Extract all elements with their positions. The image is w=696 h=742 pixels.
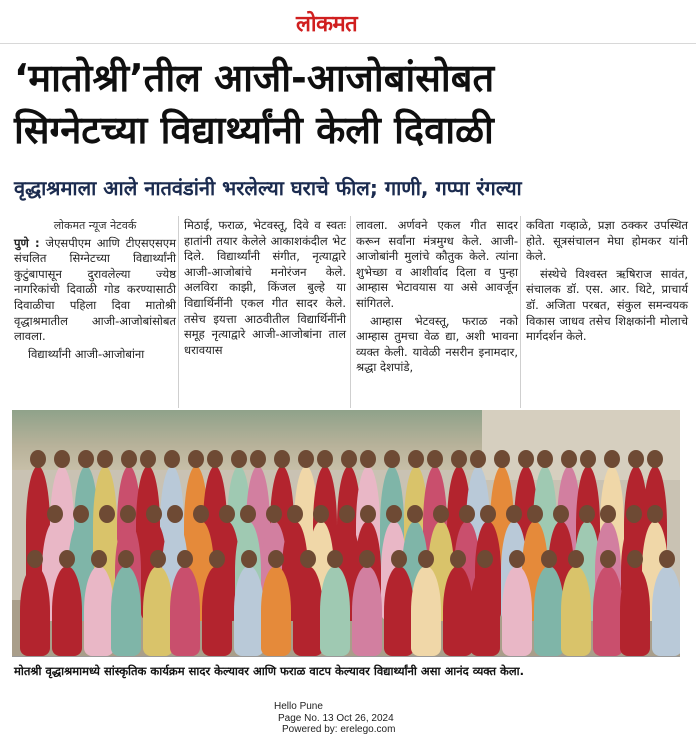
photo-person-head bbox=[494, 450, 510, 468]
footer-page-date: Page No. 13 Oct 26, 2024 bbox=[278, 712, 394, 724]
photo-person-head bbox=[188, 450, 204, 468]
photo-person-head bbox=[600, 550, 616, 568]
dateline: पुणे : bbox=[14, 235, 40, 250]
photo-person-head bbox=[433, 505, 449, 523]
column-divider bbox=[520, 216, 521, 408]
photo-person-head bbox=[408, 450, 424, 468]
photo-person-head bbox=[339, 505, 355, 523]
photo-person-head bbox=[451, 450, 467, 468]
photo-person bbox=[620, 566, 650, 656]
paragraph: संस्थेचे विश्वस्त ऋषिराज सावंत, संचालक डॉ. एस. आर. थिटे, प्राचार्य डॉ. अजिता परबत, संकुल समन्वयक विकास जाधव तसेच शिक्षकांनी मोलाचे मार्गदर्शन केले. bbox=[526, 266, 688, 344]
photo-person bbox=[234, 566, 264, 656]
photo-person-head bbox=[27, 550, 43, 568]
photo-person-head bbox=[91, 550, 107, 568]
photo-person bbox=[20, 566, 50, 656]
photo-person-head bbox=[209, 550, 225, 568]
paragraph: विद्यार्थ्यांनी आजी-आजोबांना bbox=[28, 346, 145, 361]
article-subhead: वृद्धाश्रमाला आले नातवंडांनी भरलेल्या घराचे फील; गाणी, गप्पा रंगल्या bbox=[14, 176, 522, 200]
photo-person-head bbox=[317, 450, 333, 468]
photo-person-head bbox=[97, 450, 113, 468]
photo-person-head bbox=[150, 550, 166, 568]
photo-person bbox=[143, 566, 173, 656]
photo-person-head bbox=[30, 450, 46, 468]
photo-person-head bbox=[537, 450, 553, 468]
paragraph: लावला. अर्णवने एकल गीत सादर करून सर्वांना मंत्रमुग्ध केले. आजी-आजोबांनी मुलांचे कौतुक केले. त्यांना शुभेच्छा व आशीर्वाद दिला व पुन्हा आम्हास भेटावयास या असे आवर्जून सांगितले. bbox=[356, 218, 518, 310]
photo-person-head bbox=[99, 505, 115, 523]
photo-person-head bbox=[274, 450, 290, 468]
photo-person-head bbox=[219, 505, 235, 523]
photo-person-head bbox=[628, 450, 644, 468]
photo-person-head bbox=[579, 505, 595, 523]
photo-person-head bbox=[140, 450, 156, 468]
photo-person-head bbox=[193, 505, 209, 523]
photo-person-head bbox=[459, 505, 475, 523]
photo-person-head bbox=[73, 505, 89, 523]
photo-person bbox=[652, 566, 680, 656]
photo-person-head bbox=[659, 550, 675, 568]
photo-person-head bbox=[300, 550, 316, 568]
photo-person-head bbox=[568, 550, 584, 568]
photo-person-head bbox=[167, 505, 183, 523]
photo-person-head bbox=[391, 550, 407, 568]
photo-person bbox=[261, 566, 291, 656]
photo-person-head bbox=[647, 505, 663, 523]
photo-person bbox=[502, 566, 532, 656]
footer-edition: Hello Pune bbox=[274, 701, 323, 712]
photo-person-head bbox=[647, 450, 663, 468]
photo-person bbox=[352, 566, 382, 656]
paragraph bbox=[14, 236, 176, 345]
photo-person-head bbox=[477, 550, 493, 568]
article-column-1 bbox=[14, 218, 176, 364]
photo-caption: मोतश्री वृद्धाश्रमामध्ये सांस्कृतिक कार्यक्रम सादर केल्यावर आणि फराळ वाटप केल्यावर विद्यार्थ्यांनी असा आनंद व्यक्त केला. bbox=[14, 664, 525, 678]
photo-person bbox=[534, 566, 564, 656]
photo-person-head bbox=[298, 450, 314, 468]
photo-person-head bbox=[553, 505, 569, 523]
photo-person-head bbox=[118, 550, 134, 568]
photo-person-head bbox=[146, 505, 162, 523]
photo-person-head bbox=[360, 505, 376, 523]
article-column-3 bbox=[356, 218, 518, 378]
headline-line-2: सिग्नेटच्या विद्यार्थ्यांनी केली दिवाळी bbox=[14, 108, 494, 152]
photo-person-head bbox=[231, 450, 247, 468]
photo-person bbox=[561, 566, 591, 656]
article-column-2 bbox=[184, 218, 346, 360]
photo-person-head bbox=[407, 505, 423, 523]
photo-person-head bbox=[427, 450, 443, 468]
photo-person-head bbox=[418, 550, 434, 568]
footer-powered-by[interactable]: Powered by: erelego.com bbox=[282, 724, 396, 735]
photo-person-head bbox=[541, 550, 557, 568]
photo-person-head bbox=[384, 450, 400, 468]
column-divider bbox=[178, 216, 179, 408]
photo-person-head bbox=[59, 550, 75, 568]
photo-person-head bbox=[450, 550, 466, 568]
photo-person bbox=[384, 566, 414, 656]
photo-person-head bbox=[287, 505, 303, 523]
photo-person-head bbox=[604, 450, 620, 468]
photo-person bbox=[593, 566, 623, 656]
photo-person-head bbox=[600, 505, 616, 523]
photo-person-head bbox=[527, 505, 543, 523]
photo-person-head bbox=[78, 450, 94, 468]
photo-person-head bbox=[121, 450, 137, 468]
photo-person bbox=[52, 566, 82, 656]
group-photo[interactable] bbox=[12, 410, 680, 656]
photo-person-head bbox=[341, 450, 357, 468]
photo-person-head bbox=[506, 505, 522, 523]
photo-person bbox=[411, 566, 441, 656]
photo-person-head bbox=[177, 550, 193, 568]
photo-person-head bbox=[627, 550, 643, 568]
photo-person-head bbox=[561, 450, 577, 468]
photo-person bbox=[111, 566, 141, 656]
photo-person-head bbox=[470, 450, 486, 468]
page-footer bbox=[262, 701, 442, 736]
photo-person-head bbox=[327, 550, 343, 568]
photo-person-head bbox=[250, 450, 266, 468]
photo-person-head bbox=[120, 505, 136, 523]
photo-person bbox=[84, 566, 114, 656]
photo-person-head bbox=[313, 505, 329, 523]
photo-person-head bbox=[360, 450, 376, 468]
photo-person-head bbox=[480, 505, 496, 523]
paragraph-text: जेएसपीएम आणि टीएसएसएम संचलित सिग्नेटच्या विद्यार्थ्यांनी कुटुंबापासून दुरावलेल्या ज्येष्ठ नागरिकांची दिवाळी गोड करण्यासाठी दिवाळीचा पहिला दिवा मातोश्री वृद्धाश्रमातील आजी-आजोबांसोबत लावला. bbox=[14, 235, 176, 344]
byline: लोकमत न्यूज नेटवर्क bbox=[53, 219, 137, 232]
photo-person-head bbox=[266, 505, 282, 523]
photo-person-head bbox=[47, 505, 63, 523]
photo-person-head bbox=[241, 550, 257, 568]
photo-person-head bbox=[240, 505, 256, 523]
photo-person-head bbox=[54, 450, 70, 468]
column-divider bbox=[350, 216, 351, 408]
photo-person bbox=[470, 566, 500, 656]
photo-person-head bbox=[268, 550, 284, 568]
paragraph: कविता गव्हाळे, प्रज्ञा ठक्कर उपस्थित होते. सूत्रसंचालन मेघा होमकर यांनी केले. bbox=[526, 218, 688, 264]
photo-person bbox=[293, 566, 323, 656]
masthead-divider bbox=[0, 43, 696, 44]
photo-person-head bbox=[207, 450, 223, 468]
photo-person-head bbox=[509, 550, 525, 568]
headline-line-1: ‘मातोश्री’तील आजी-आजोबांसोबत bbox=[14, 56, 495, 100]
photo-person-head bbox=[580, 450, 596, 468]
photo-person bbox=[170, 566, 200, 656]
newspaper-logo[interactable]: लोकमत bbox=[296, 12, 358, 37]
paragraph: मिठाई, फराळ, भेटवस्तू, दिवे व स्वतः हातांनी तयार केलेले आकाशकंदील भेट दिले. विद्यार्थ्यांनी संगीत, नृत्याद्वारे आजी-आजोबांचे मनोरंजन केले. अलविरा काझी, किंजल बुल्हे या विद्यार्थिनींनी एकल गीत सादर केले. तसेच इयत्ता आठवीतील विद्यार्थिनींनी समूह नृत्याद्वारे आजी-आजोबांना ताल धरावयास bbox=[184, 218, 346, 357]
paragraph: आम्हास भेटवस्तू, फराळ नको आम्हास तुमचा वेळ द्या, अशी भावना व्यक्त केली. यावेळी नसरीन इनामदार, श्रद्धा देशपांडे, bbox=[356, 313, 518, 375]
photo-person-head bbox=[518, 450, 534, 468]
article-column-4 bbox=[526, 218, 688, 347]
photo-person-head bbox=[626, 505, 642, 523]
photo-person-head bbox=[164, 450, 180, 468]
photo-person bbox=[443, 566, 473, 656]
photo-person bbox=[202, 566, 232, 656]
photo-person bbox=[320, 566, 350, 656]
caption-divider bbox=[12, 656, 680, 657]
masthead bbox=[0, 0, 696, 44]
photo-person-head bbox=[386, 505, 402, 523]
article-headline bbox=[14, 52, 684, 156]
photo-person-head bbox=[359, 550, 375, 568]
